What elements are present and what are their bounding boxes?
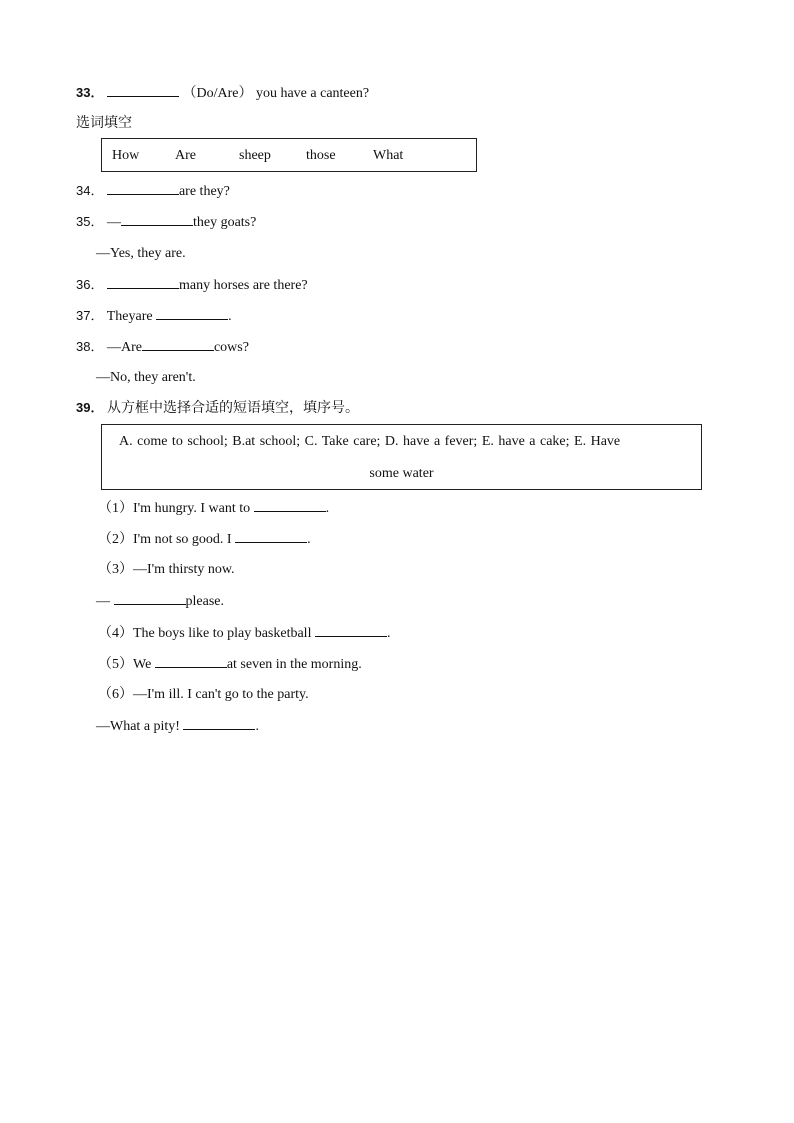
- word-option: What: [373, 148, 404, 163]
- question-text: Theyare: [106, 309, 157, 324]
- question-number: 33．: [76, 85, 104, 100]
- dash: —: [106, 215, 121, 230]
- question-number: 37．: [76, 308, 104, 323]
- question-39: [76, 399, 359, 418]
- question-number: 38．: [76, 339, 104, 354]
- question-text: cows?: [213, 340, 249, 355]
- answer-blank[interactable]: [183, 717, 255, 730]
- phrase-options-cont: some water: [369, 466, 434, 481]
- sub-label: （3）: [98, 562, 133, 577]
- period: .: [228, 309, 232, 324]
- sub-label: （6）: [98, 687, 133, 702]
- section-title: 选词填空: [76, 115, 132, 131]
- question-36: [76, 276, 308, 295]
- question-35: [76, 213, 256, 232]
- question-33: [76, 84, 369, 103]
- answer-blank[interactable]: [235, 530, 307, 543]
- question-38: [76, 338, 249, 357]
- question-34: [76, 182, 230, 201]
- sub-question-6-reply: [96, 717, 259, 736]
- word-option: How: [112, 148, 140, 163]
- sub-question-1: [98, 499, 329, 518]
- sub-text: I'm hungry. I want to: [133, 501, 254, 516]
- sub-question-3: [98, 561, 235, 579]
- sub-text-after: at seven in the morning.: [226, 657, 362, 672]
- word-option: Are: [175, 148, 196, 163]
- sub-text: —I'm ill. I can't go to the party.: [133, 687, 309, 702]
- sub-text: I'm not so good. I: [133, 532, 236, 547]
- answer-blank[interactable]: [156, 307, 228, 320]
- answer-blank[interactable]: [155, 655, 227, 668]
- reply-text: —What a pity!: [96, 719, 184, 734]
- sub-text-after: please.: [185, 594, 224, 609]
- sub-text: —I'm thirsty now.: [133, 562, 235, 577]
- answer-blank[interactable]: [107, 84, 179, 97]
- sub-question-6: [98, 686, 309, 704]
- question-text: are they?: [178, 184, 230, 199]
- sub-label: （4）: [98, 626, 133, 641]
- phrase-options: A. come to school; B.at school; C. Take care; D. have a fever; E. have a cake; E. Have: [119, 434, 621, 449]
- question-number: 36．: [76, 277, 104, 292]
- word-option: those: [306, 148, 336, 163]
- word-box: [101, 138, 477, 172]
- sub-text-after: .: [325, 501, 330, 516]
- question-text: you have a canteen?: [255, 86, 370, 101]
- sub-label: （1）: [98, 501, 133, 516]
- question-number: 39．: [76, 400, 104, 415]
- answer-blank[interactable]: [142, 338, 214, 351]
- hint: （Do/Are）: [182, 86, 253, 101]
- question-text: they goats?: [192, 215, 257, 230]
- sub-label: （2）: [98, 532, 133, 547]
- sub-question-4: [98, 624, 390, 643]
- answer-line: —No, they aren't.: [96, 370, 196, 385]
- answer-blank[interactable]: [114, 592, 186, 605]
- sub-text-after: .: [255, 719, 259, 734]
- question-number: 35．: [76, 214, 104, 229]
- sub-question-5: [98, 655, 362, 674]
- answer-blank[interactable]: [107, 182, 179, 195]
- answer-blank[interactable]: [315, 624, 387, 637]
- answer-blank[interactable]: [254, 499, 326, 512]
- sub-question-2: [98, 530, 311, 549]
- question-text: many horses are there?: [178, 278, 308, 293]
- sub-label: （5）: [98, 657, 133, 672]
- question-text: —Are: [106, 340, 142, 355]
- phrase-box: [101, 424, 702, 490]
- answer-blank[interactable]: [121, 213, 193, 226]
- sub-text-after: .: [307, 532, 311, 547]
- question-37: [76, 307, 232, 326]
- answer-line: —Yes, they are.: [96, 246, 186, 261]
- word-option: sheep: [239, 148, 271, 163]
- sub-text: The boys like to play basketball: [133, 626, 315, 641]
- answer-blank[interactable]: [107, 276, 179, 289]
- question-number: 34．: [76, 183, 104, 198]
- sub-question-3-reply: [96, 592, 224, 611]
- sub-text: We: [133, 657, 155, 672]
- sub-text-after: .: [386, 626, 391, 641]
- instruction: 从方框中选择合适的短语填空，填序号。: [106, 400, 359, 416]
- dash: —: [96, 594, 110, 609]
